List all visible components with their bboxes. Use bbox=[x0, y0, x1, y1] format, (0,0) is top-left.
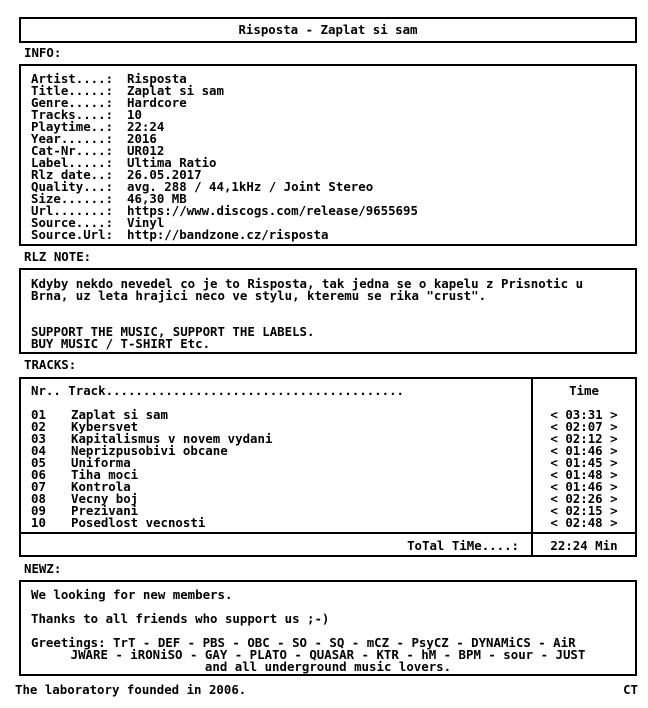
info-heading: INFO: bbox=[24, 45, 62, 60]
title-box bbox=[19, 17, 637, 43]
track-title: Kontrola bbox=[71, 479, 131, 494]
info-value: avg. 288 / 44,1kHz / Joint Stereo bbox=[127, 179, 374, 194]
info-row bbox=[31, 229, 635, 241]
track-number: 06 bbox=[31, 467, 46, 482]
track-time: < 02:48 > bbox=[550, 515, 618, 530]
track-title: Kybersvet bbox=[71, 419, 139, 434]
info-row bbox=[31, 145, 635, 157]
info-value: Ultima Ratio bbox=[127, 155, 217, 170]
info-row bbox=[31, 133, 635, 145]
info-row bbox=[31, 85, 635, 97]
track-time: < 02:07 > bbox=[550, 419, 618, 434]
info-value: Vinyl bbox=[127, 215, 165, 230]
info-value: 46,30 MB bbox=[127, 191, 187, 206]
track-title: Kapitalismus v novem vydani bbox=[71, 431, 273, 446]
rlz-note-heading: RLZ NOTE: bbox=[24, 249, 92, 264]
info-value: 22:24 bbox=[127, 119, 165, 134]
info-value: https://www.discogs.com/release/9655695 bbox=[127, 203, 418, 218]
release-title: Risposta - Zaplat si sam bbox=[238, 22, 418, 37]
footer-signature: CT bbox=[623, 682, 638, 697]
track-number: 02 bbox=[31, 419, 46, 434]
track-time: < 02:12 > bbox=[550, 431, 618, 446]
info-value: Hardcore bbox=[127, 95, 187, 110]
info-value: UR012 bbox=[127, 143, 165, 158]
greetings-line-1: Greetings: TrT - DEF - PBS - OBC - SO - SQ - mCZ - PsyCZ - DYNAMiCS - AiR bbox=[31, 635, 576, 650]
track-list bbox=[31, 409, 521, 529]
track-number: 07 bbox=[31, 479, 46, 494]
rlz-note-line: SUPPORT THE MUSIC, SUPPORT THE LABELS. bbox=[31, 324, 315, 339]
track-number: 10 bbox=[31, 515, 46, 530]
time-list bbox=[533, 409, 635, 529]
info-value: 2016 bbox=[127, 131, 157, 146]
info-row bbox=[31, 157, 635, 169]
track-time: < 02:15 > bbox=[550, 503, 618, 518]
rlz-note-line: Kdyby nekdo nevedel co je to Risposta, tak jedna se o kapelu z Prisnotic u bbox=[31, 276, 584, 291]
newz-heading: NEWZ: bbox=[24, 561, 62, 576]
track-number: 08 bbox=[31, 491, 46, 506]
info-row bbox=[31, 121, 635, 133]
info-value: Risposta bbox=[127, 71, 187, 86]
info-row bbox=[31, 73, 635, 85]
footer-founded-text: The laboratory founded in 2006. bbox=[15, 682, 247, 697]
info-key: Year......: bbox=[31, 131, 114, 146]
time-separator bbox=[531, 532, 637, 534]
rlz-note-text bbox=[31, 278, 635, 350]
info-key: Label.....: bbox=[31, 155, 114, 170]
newz-members-line: We looking for new members. bbox=[31, 587, 233, 602]
info-key: Url.......: bbox=[31, 203, 114, 218]
info-key: Size......: bbox=[31, 191, 114, 206]
info-key: Quality...: bbox=[31, 179, 114, 194]
track-row bbox=[31, 517, 521, 529]
info-key: Cat-Nr....: bbox=[31, 143, 114, 158]
track-title: Neprizpusobivi obcane bbox=[71, 443, 228, 458]
total-label: ToTal TiMe....: bbox=[407, 538, 519, 553]
track-time: < 01:46 > bbox=[550, 479, 618, 494]
track-title: Uniforma bbox=[71, 455, 131, 470]
total-time-value: 22:24 Min bbox=[550, 538, 618, 553]
total-separator bbox=[19, 532, 533, 534]
info-value: 26.05.2017 bbox=[127, 167, 202, 182]
track-time: < 01:45 > bbox=[550, 455, 618, 470]
track-time: < 01:48 > bbox=[550, 467, 618, 482]
info-key: Tracks....: bbox=[31, 107, 114, 122]
track-number: 05 bbox=[31, 455, 46, 470]
info-box bbox=[19, 64, 637, 246]
time-box bbox=[531, 377, 637, 557]
track-number: 04 bbox=[31, 443, 46, 458]
track-time: < 01:46 > bbox=[550, 443, 618, 458]
info-list bbox=[31, 73, 635, 241]
info-value: 10 bbox=[127, 107, 142, 122]
greetings-line-3: and all underground music lovers. bbox=[204, 659, 452, 674]
track-time: < 03:31 > bbox=[550, 407, 618, 422]
track-title: Zaplat si sam bbox=[71, 407, 168, 422]
info-key: Source....: bbox=[31, 215, 114, 230]
track-number: 03 bbox=[31, 431, 46, 446]
rlz-note-line: Brna, uz leta hrajici neco ve stylu, kteremu se rika "crust". bbox=[31, 288, 487, 303]
info-row bbox=[31, 205, 635, 217]
track-title: Vecny boj bbox=[71, 491, 139, 506]
info-row bbox=[31, 181, 635, 193]
greetings-line-2: JWARE - iRONiSO - GAY - PLATO - QUASAR - KTR - hM - BPM - sour - JUST bbox=[70, 647, 586, 662]
newz-box bbox=[19, 580, 637, 676]
info-key: Artist....: bbox=[31, 71, 114, 86]
info-row bbox=[31, 109, 635, 121]
tracklist-header: Nr.. Track........................................ bbox=[31, 383, 404, 398]
track-title: Posedlost vecnosti bbox=[71, 515, 206, 530]
info-row bbox=[31, 97, 635, 109]
track-title: Prezivani bbox=[71, 503, 139, 518]
tracklist-box bbox=[19, 377, 533, 557]
track-time: < 02:26 > bbox=[550, 491, 618, 506]
info-value: Zaplat si sam bbox=[127, 83, 224, 98]
info-row bbox=[31, 217, 635, 229]
info-key: Rlz date..: bbox=[31, 167, 114, 182]
info-key: Genre.....: bbox=[31, 95, 114, 110]
info-key: Title.....: bbox=[31, 83, 114, 98]
track-number: 09 bbox=[31, 503, 46, 518]
track-title: Tiha moci bbox=[71, 467, 139, 482]
rlz-note-box bbox=[19, 268, 637, 354]
info-key: Playtime..: bbox=[31, 119, 114, 134]
track-number: 01 bbox=[31, 407, 46, 422]
time-header: Time bbox=[569, 383, 599, 398]
info-value: http://bandzone.cz/risposta bbox=[127, 227, 329, 242]
rlz-note-line: BUY MUSIC / T-SHIRT Etc. bbox=[31, 336, 211, 351]
info-key: Source.Url: bbox=[31, 227, 114, 242]
rlz-note-line bbox=[31, 302, 635, 314]
tracks-heading: TRACKS: bbox=[24, 357, 77, 372]
newz-thanks-line: Thanks to all friends who support us ;-) bbox=[31, 611, 330, 626]
